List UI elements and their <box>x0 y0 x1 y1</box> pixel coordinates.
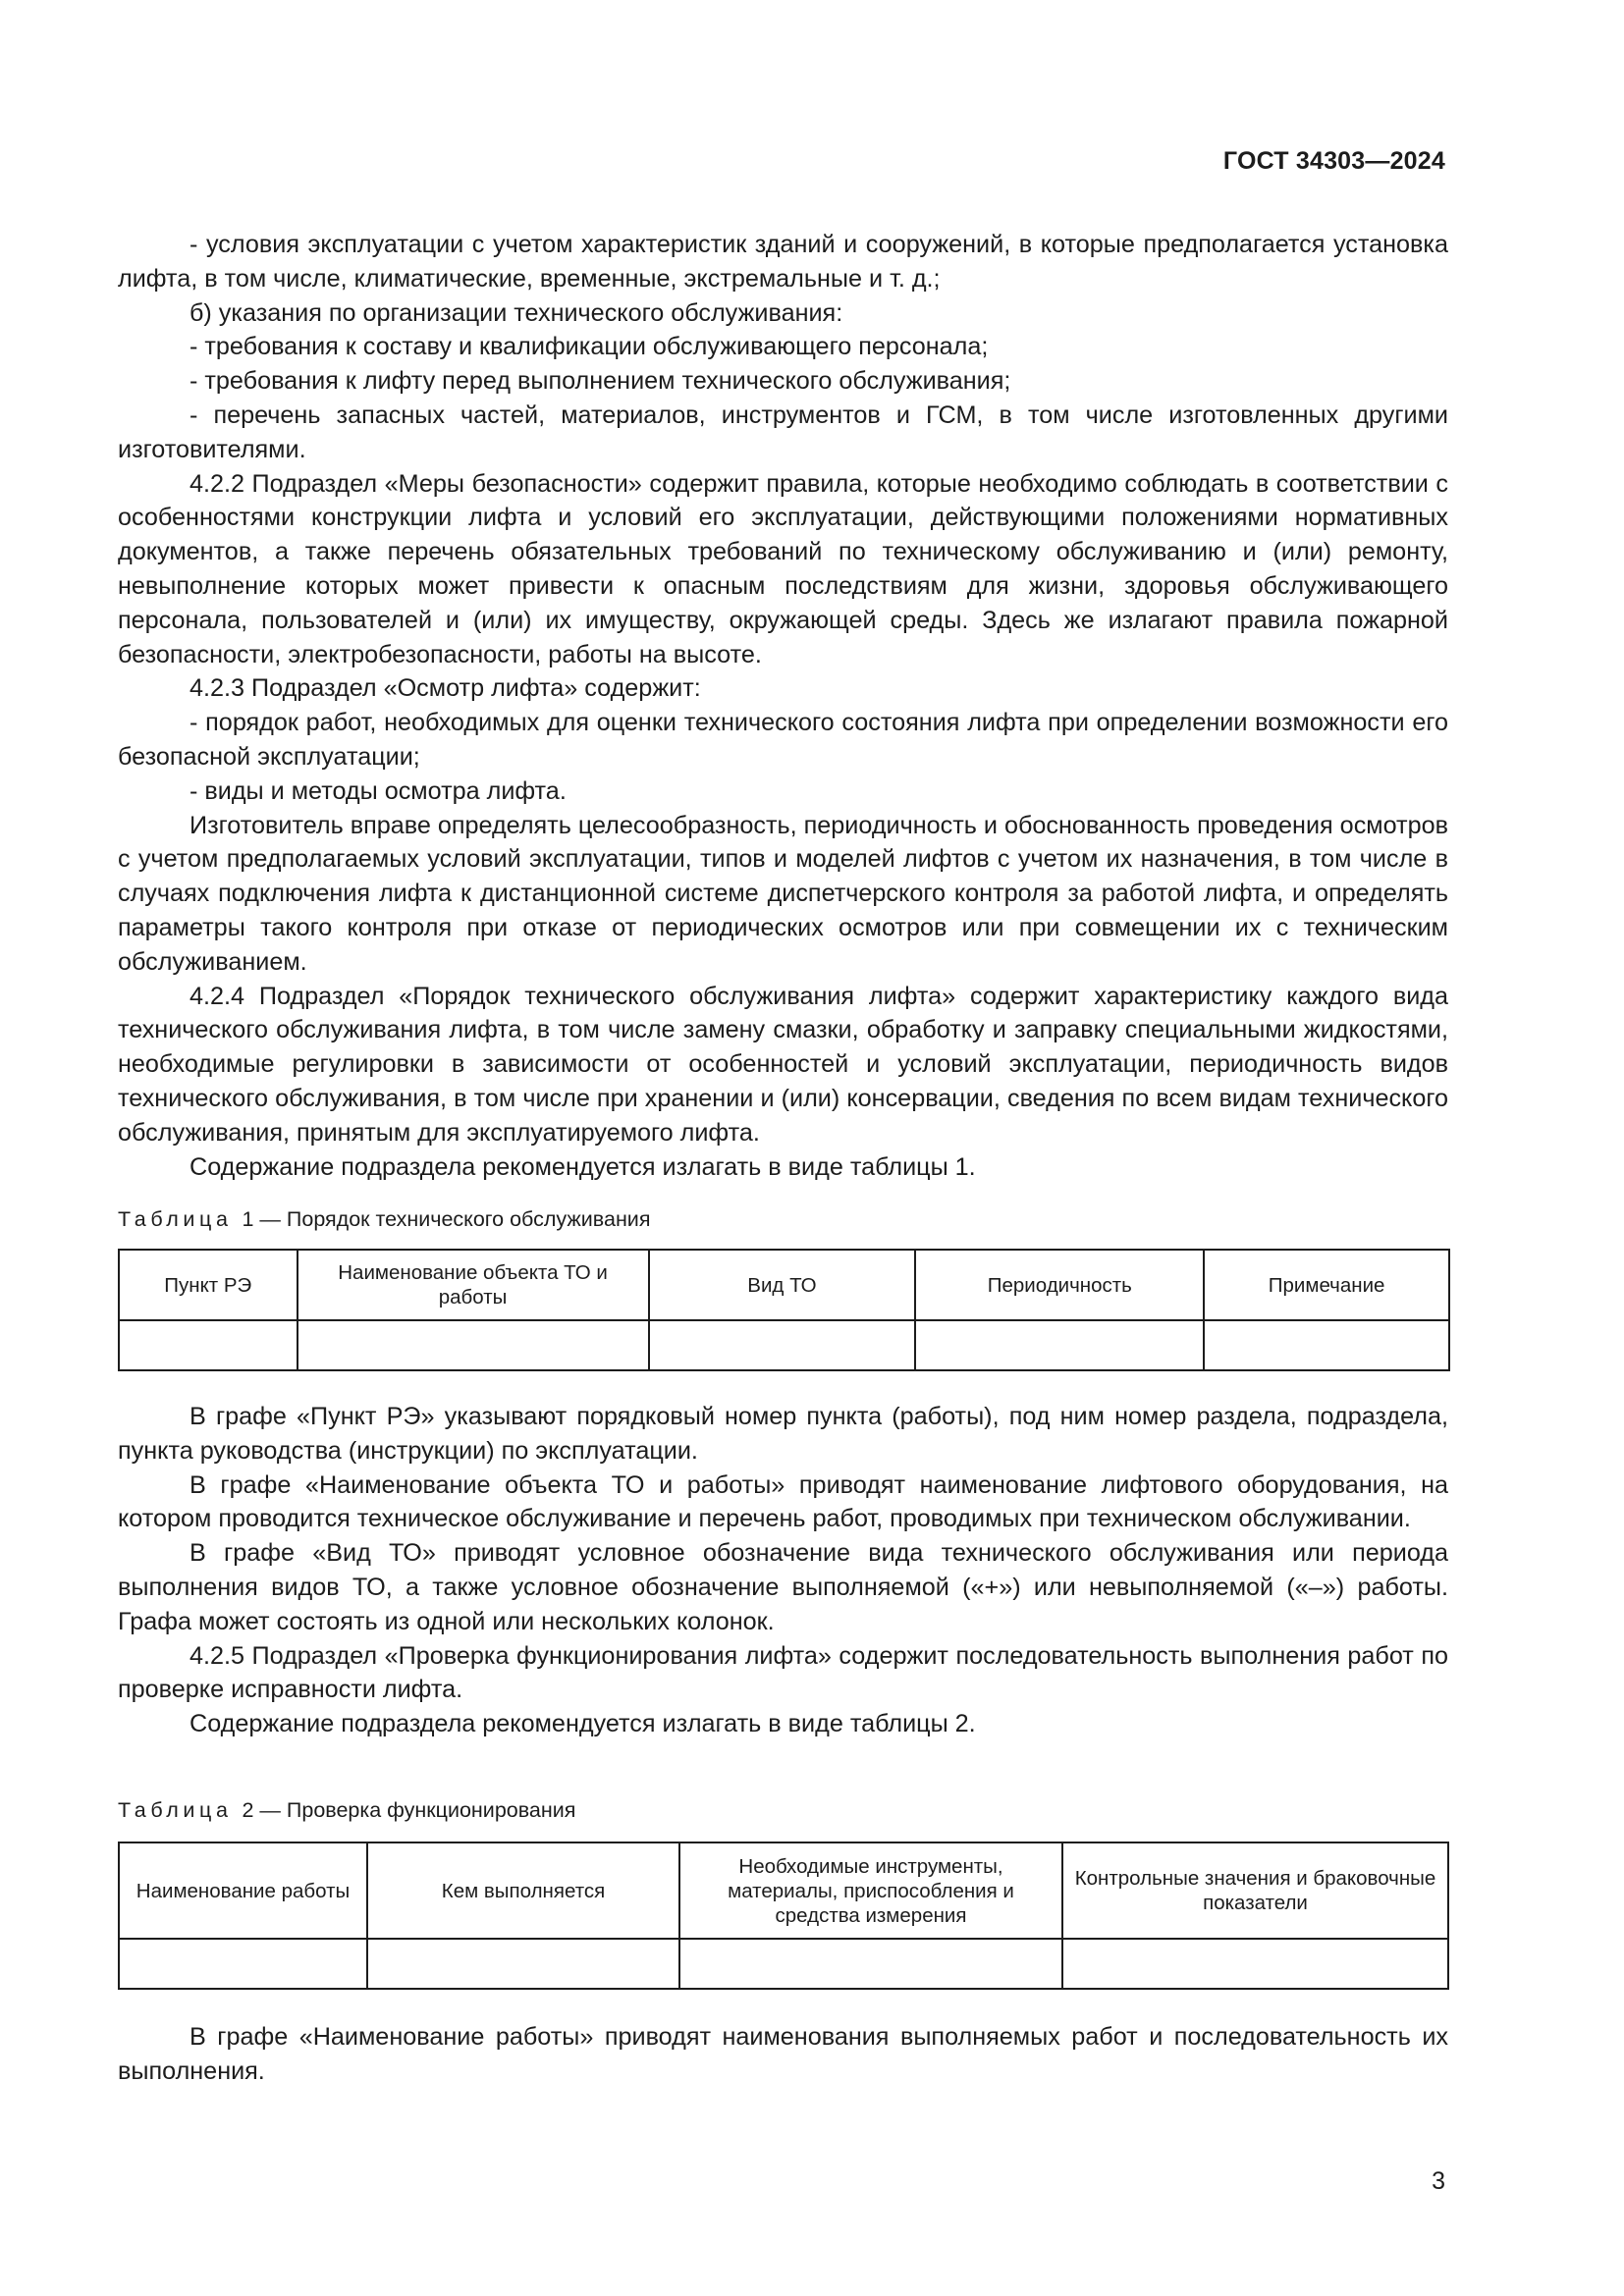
paragraph: 4.2.3 Подраздел «Осмотр лифта» содержит: <box>189 674 701 703</box>
table-cell <box>298 1320 649 1370</box>
table1-label: Таблица <box>118 1207 233 1231</box>
table2-functional-check <box>118 1842 1449 1990</box>
table-cell <box>119 1939 367 1989</box>
text-block-before-table1 <box>118 228 1448 1184</box>
table-cell <box>367 1939 679 1989</box>
paragraph: Содержание подраздела рекомендуется излагать в виде таблицы 2. <box>189 1710 976 1738</box>
table-row <box>119 1320 1449 1370</box>
table-cell <box>1062 1939 1448 1989</box>
paragraph: В графе «Наименование объекта ТО и работы» приводят наименование лифтового оборудования, на котором проводится техническое обслуживание и перечень работ, проводимых при техническом обслуживании. <box>118 1470 1448 1533</box>
table1-caption <box>118 1205 650 1233</box>
table-header-cell: Наименование объекта ТО и работы <box>298 1250 649 1320</box>
table-header-cell: Пункт РЭ <box>119 1250 298 1320</box>
paragraph: В графе «Вид ТО» приводят условное обозначение вида технического обслуживания или периода выполнения видов ТО, а также условное обозначение выполняемой («+») или невыполняемой («–») работы. Графа может состоять из одной или нескольких колонок. <box>118 1539 1448 1635</box>
table-row <box>119 1939 1448 1989</box>
paragraph: В графе «Наименование работы» приводят наименования выполняемых работ и последовательность их выполнения. <box>118 2023 1448 2085</box>
table-header-cell: Примечание <box>1204 1250 1449 1320</box>
page-number: 3 <box>1432 2167 1445 2195</box>
paragraph: 4.2.2 Подраздел «Меры безопасности» содержит правила, которые необходимо соблюдать в соответствии с особенностями конструкции лифта и условий его эксплуатации, действующими положениями нормативных документов, а также перечень обязательных требований по техническому обслуживанию и (или) ремонту, невыполнение которых может привести к опасным последствиям для жизни, здоровья обслуживающего персонала, пользователей и (или) их имуществу, окружающей среды. Здесь же излагают правила пожарной безопасности, электробезопасности, работы на высоте. <box>118 469 1448 668</box>
table-cell <box>1204 1320 1449 1370</box>
table-header-cell: Кем выполняется <box>367 1842 679 1939</box>
paragraph: - порядок работ, необходимых для оценки технического состояния лифта при определении возможности его безопасной эксплуатации; <box>118 709 1448 771</box>
paragraph: - перечень запасных частей, материалов, инструментов и ГСМ, в том числе изготовленных другими изготовителями. <box>118 400 1448 463</box>
table-header-cell: Необходимые инструменты, материалы, приспособления и средства измерения <box>679 1842 1062 1939</box>
table1-title: 1 — Порядок технического обслуживания <box>242 1207 651 1231</box>
paragraph: Содержание подраздела рекомендуется излагать в виде таблицы 1. <box>189 1152 976 1181</box>
table2-title: 2 — Проверка функционирования <box>242 1798 576 1822</box>
paragraph: - виды и методы осмотра лифта. <box>189 776 567 805</box>
paragraph: - условия эксплуатации с учетом характеристик зданий и сооружений, в которые предполагается установка лифта, в том числе, климатические, временные, экстремальные и т. д.; <box>118 231 1448 293</box>
paragraph: В графе «Пункт РЭ» указывают порядковый номер пункта (работы), под ним номер раздела, подраздела, пункта руководства (инструкции) по эксплуатации. <box>118 1403 1448 1465</box>
paragraph: 4.2.5 Подраздел «Проверка функционирования лифта» содержит последовательность выполнения работ по проверке исправности лифта. <box>118 1641 1448 1704</box>
text-block-between-tables <box>118 1400 1448 1741</box>
table2-caption <box>118 1796 575 1824</box>
table-cell <box>649 1320 916 1370</box>
paragraph: Изготовитель вправе определять целесообразность, периодичность и обоснованность проведения осмотров с учетом предполагаемых условий эксплуатации, типов и моделей лифтов с учетом их назначения, в том числе в случаях подключения лифта к дистанционной системе диспетчерского контроля за работой лифта, и определять параметры такого контроля при отказе от периодических осмотров или при совмещении их с техническим обслуживанием. <box>118 811 1448 976</box>
table-header-cell: Периодичность <box>915 1250 1204 1320</box>
table1-maintenance-order <box>118 1249 1450 1371</box>
table-header-row <box>119 1250 1449 1320</box>
table-header-row <box>119 1842 1448 1939</box>
text-block-after-table2 <box>118 2020 1448 2089</box>
table-cell <box>915 1320 1204 1370</box>
paragraph: б) указания по организации технического обслуживания: <box>189 298 843 327</box>
paragraph: - требования к лифту перед выполнением технического обслуживания; <box>189 367 1011 396</box>
paragraph: - требования к составу и квалификации обслуживающего персонала; <box>189 333 989 361</box>
document-code-header: ГОСТ 34303—2024 <box>1222 147 1445 175</box>
table-cell <box>679 1939 1062 1989</box>
table-header-cell: Контрольные значения и браковочные показатели <box>1062 1842 1448 1939</box>
paragraph: 4.2.4 Подраздел «Порядок технического обслуживания лифта» содержит характеристику каждого вида технического обслуживания лифта, в том числе замену смазки, обработку и заправку специальными жидкостями, необходимые регулировки в зависимости от особенностей и условий эксплуатации, периодичность видов технического обслуживания, в том числе при хранении и (или) консервации, сведения по всем видам технического обслуживания, принятым для эксплуатируемого лифта. <box>118 982 1448 1147</box>
table-cell <box>119 1320 298 1370</box>
table2-label: Таблица <box>118 1798 233 1822</box>
table-header-cell: Вид ТО <box>649 1250 916 1320</box>
table-header-cell: Наименование работы <box>119 1842 367 1939</box>
